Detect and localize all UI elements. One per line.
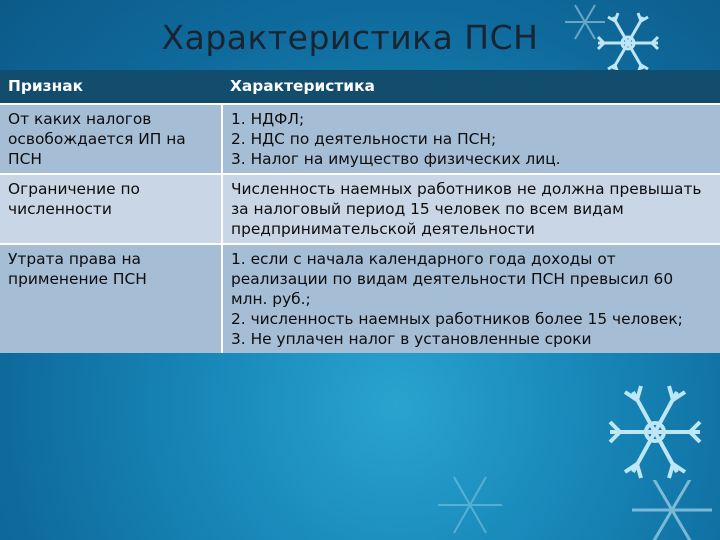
value-line: 2. НДС по деятельности на ПСН; xyxy=(231,130,497,148)
row-value-headcount-limit xyxy=(222,174,720,244)
row-key-exempt-taxes: От каких налогов освобождается ИП на ПСН xyxy=(0,104,222,174)
value-line: 1. если с начала календарного года доходы от реализации по видам деятельности ПСН превысил 60 млн. руб.; xyxy=(231,250,674,308)
snowflake-icon xyxy=(625,480,720,540)
row-key-loss-of-right: Утрата права на применение ПСН xyxy=(0,244,222,353)
value-line: 3. Не уплачен налог в установленные сроки xyxy=(231,330,592,348)
row-value-exempt-taxes xyxy=(222,104,720,174)
snowflake-icon xyxy=(600,375,710,490)
column-header-characteristic: Характеристика xyxy=(222,70,720,104)
value-line: 3. Налог на имущество физических лиц. xyxy=(231,150,561,168)
table-row xyxy=(0,244,720,353)
table-row xyxy=(0,174,720,244)
row-key-headcount-limit: Ограничение по численности xyxy=(0,174,222,244)
value-line: 1. НДФЛ; xyxy=(231,110,305,128)
row-value-loss-of-right xyxy=(222,244,720,353)
column-header-feature: Признак xyxy=(0,70,222,104)
table-header-row xyxy=(0,70,720,104)
page-title: Характеристика ПСН xyxy=(161,18,539,57)
value-line: 2. численность наемных работников более 15 человек; xyxy=(231,310,683,328)
snowflake-icon xyxy=(430,470,510,540)
table-row xyxy=(0,104,720,174)
value-line: Численность наемных работников не должна превышать за налоговый период 15 человек по всем видам предпринимательской деятельности xyxy=(231,180,702,238)
psn-table xyxy=(0,70,720,353)
